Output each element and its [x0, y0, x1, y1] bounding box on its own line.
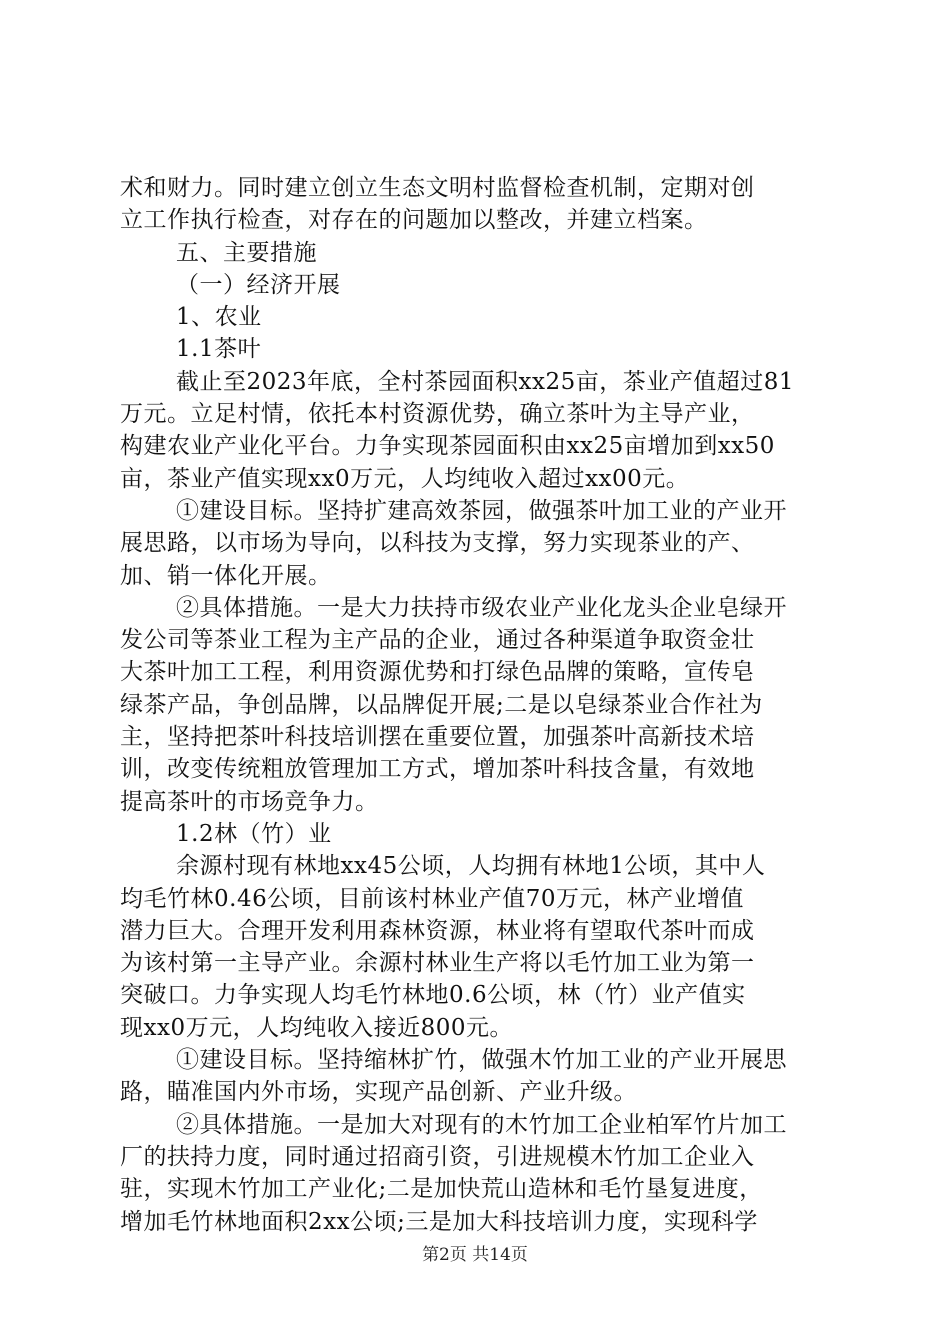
text-line: ①建设目标。坚持缩林扩竹，做强木竹加工业的产业开展思: [176, 1047, 787, 1074]
text-line: 路，瞄准国内外市场，实现产品创新、产业升级。: [120, 1079, 637, 1106]
text-line: 展思路，以市场为导向，以科技为支撑，努力实现茶业的产、: [120, 530, 755, 557]
text-line: 突破口。力争实现人均毛竹林地0.6公顷，林（竹）业产值实: [120, 982, 746, 1009]
text-line: 绿茶产品，争创品牌，以品牌促开展;二是以皂绿茶业合作社为: [120, 691, 763, 718]
text-line: 均毛竹林0.46公顷，目前该村林业产值70万元，林产业增值: [120, 885, 744, 912]
text-line: 余源村现有林地xx45公顷，人均拥有林地1公顷，其中人: [176, 853, 766, 880]
text-line: 发公司等茶业工程为主产品的企业，通过各种渠道争取资金壮: [120, 627, 755, 654]
text-line: 现xx0万元，人均纯收入接近800元。: [120, 1014, 513, 1041]
text-line: 立工作执行检查，对存在的问题加以整改，并建立档案。: [120, 207, 708, 234]
text-line: ①建设目标。坚持扩建高效茶园，做强茶叶加工业的产业开: [176, 497, 787, 524]
text-line: 潜力巨大。合理开发利用森林资源，林业将有望取代茶叶而成: [120, 917, 755, 944]
text-line: ②具体措施。一是大力扶持市级农业产业化龙头企业皂绿开: [176, 594, 787, 621]
text-line: 五、主要措施: [176, 239, 317, 266]
text-line: 提高茶叶的市场竞争力。: [120, 788, 379, 815]
text-line: ②具体措施。一是加大对现有的木竹加工企业柏军竹片加工: [176, 1111, 787, 1138]
text-line: 增加毛竹林地面积2xx公顷;三是加大科技培训力度，实现科学: [120, 1208, 758, 1235]
text-line: 加、销一体化开展。: [120, 562, 332, 589]
text-line: 驻，实现木竹加工产业化;二是加快荒山造林和毛竹垦复进度，: [120, 1176, 763, 1203]
text-line: 术和财力。同时建立创立生态文明村监督检查机制，定期对创: [120, 175, 755, 201]
text-line: 1.2林（竹）业: [176, 820, 332, 847]
text-line: 厂的扶持力度，同时通过招商引资，引进规模木竹加工企业入: [120, 1143, 755, 1170]
text-line: 1、农业: [176, 304, 262, 331]
text-line: 亩，茶业产值实现xx0万元，人均纯收入超过xx00元。: [120, 465, 690, 492]
document-body: [120, 172, 840, 1238]
text-line: 大茶叶加工工程，利用资源优势和打绿色品牌的策略，宣传皂: [120, 659, 755, 686]
text-line: 截止至2023年底，全村茶园面积xx25亩，茶业产值超过81: [176, 368, 795, 395]
page-footer: 第2页 共14页: [422, 1245, 528, 1265]
text-line: 构建农业产业化平台。力争实现茶园面积由xx25亩增加到xx50: [120, 433, 775, 460]
text-line: 为该村第一主导产业。余源村林业生产将以毛竹加工业为第一: [120, 950, 755, 977]
text-line: （一）经济开展: [176, 271, 341, 298]
text-line: 训，改变传统粗放管理加工方式，增加茶叶科技含量，有效地: [120, 756, 755, 783]
text-line: 万元。立足村情，依托本村资源优势，确立茶叶为主导产业，: [120, 401, 755, 428]
text-line: 主，坚持把茶叶科技培训摆在重要位置，加强茶叶高新技术培: [120, 724, 755, 751]
text-line: 1.1茶叶: [176, 336, 262, 363]
